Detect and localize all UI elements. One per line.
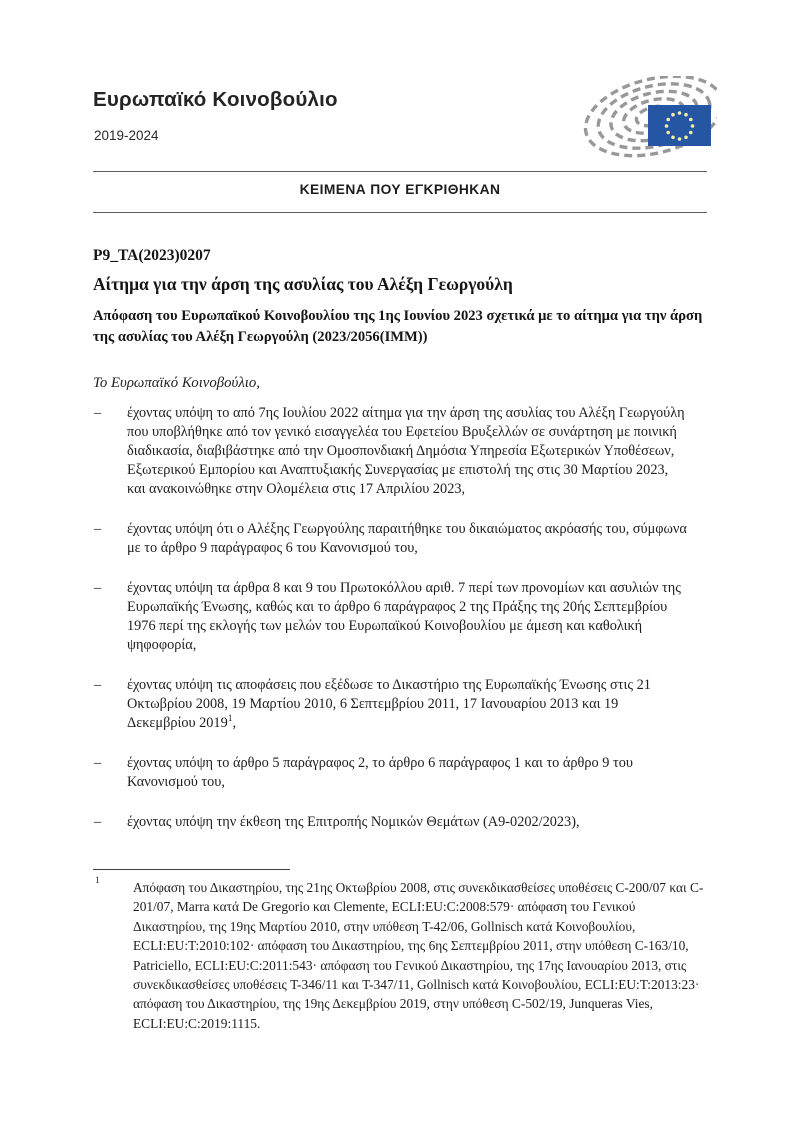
citation-dash: – (94, 580, 102, 596)
header-rule-bottom (93, 212, 707, 213)
citation-item (93, 579, 707, 655)
preamble: Το Ευρωπαϊκό Κοινοβούλιο, (93, 375, 260, 391)
document-subtitle: Απόφαση του Ευρωπαϊκού Κοινοβουλίου της 1ης Ιουνίου 2023 σχετικά με το αίτημα για την άρση της ασυλίας του Αλέξη Γεωργούλη (2023/2056(IMM)) (93, 308, 703, 345)
citation-dash: – (94, 755, 102, 771)
adopted-texts-banner: ΚΕΙΜΕΝΑ ΠΟΥ ΕΓΚΡΙΘΗΚΑΝ (299, 182, 501, 197)
citation-text: έχοντας υπόψη την έκθεση της Επιτροπής Νομικών Θεμάτων (A9-0202/2023), (127, 814, 580, 830)
citation-text: έχοντας υπόψη τα άρθρα 8 και 9 του Πρωτοκόλλου αριθ. 7 περί των προνομίων και ασυλιών της Ευρωπαϊκής Ένωσης, καθώς και το άρθρο 6 παράγραφος 2 της Πράξης της 20ής Σεπτεμβρίου 1976 περί της εκλογής των μελών του Ευρωπαϊκού Κοινοβουλίου με άμεση και καθολική ψηφοφορία, (127, 580, 681, 653)
header-rule-top (93, 171, 707, 172)
document-reference: P9_TA(2023)0207 (93, 247, 211, 264)
citation-dash: – (94, 677, 102, 693)
citation-item (93, 676, 707, 733)
citation-dash: – (94, 521, 102, 537)
citation-item (93, 404, 707, 499)
hemicycle-flag-graphic (581, 76, 717, 168)
citation-dash: – (94, 405, 102, 421)
citation-dash: – (94, 814, 102, 830)
document-title: Αίτημα για την άρση της ασυλίας του Αλέξη Γεωργούλη (93, 274, 513, 294)
footnote-marker: 1 (95, 876, 100, 886)
citation-after: , (232, 715, 237, 731)
citation-text: έχοντας υπόψη τις αποφάσεις που εξέδωσε το Δικαστήριο της Ευρωπαϊκής Ένωσης στις 21 Οκτωβρίου 2008, 19 Μαρτίου 2010, 6 Σεπτεμβρίου 2011, 17 Ιανουαρίου 2013 και 19 Δεκεμβρίου 2019 (127, 677, 651, 731)
citation-item (93, 520, 707, 558)
footnote-ref: 1 (227, 714, 233, 725)
citation-text: έχοντας υπόψη το από 7ης Ιουλίου 2022 αίτημα για την άρση της ασυλίας του Αλέξη Γεωργούλη που υποβλήθηκε από τον γενικό εισαγγελέα του Εφετείου Βρυξελλών σε συνάρτηση με ποινική διαδικασία, διαβιβάστηκε από την Ομοσπονδιακή Δημόσια Υπηρεσία Εξωτερικών Υποθέσεων, Εξωτερικού Εμπορίου και Αναπτυξιακής Συνεργασίας με επιστολή της στις 30 Μαρτίου 2023, και ανακοινώθηκε στην Ολομέλεια στις 17 Απριλίου 2023, (127, 405, 685, 497)
citation-text: έχοντας υπόψη ότι ο Αλέξης Γεωργούλης παραιτήθηκε του δικαιώματος ακρόασής του, σύμφωνα με το άρθρο 9 παράγραφος 6 του Κανονισμού του, (127, 521, 687, 556)
institution-name: Ευρωπαϊκό Κοινοβούλιο (93, 88, 338, 111)
citations-list (93, 404, 707, 853)
citation-text: έχοντας υπόψη το άρθρο 5 παράγραφος 2, το άρθρο 6 παράγραφος 1 και το άρθρο 9 του Κανονισμού του, (127, 755, 633, 790)
footnote-separator (93, 869, 290, 870)
citation-item (93, 754, 707, 792)
footnote-text: Απόφαση του Δικαστηρίου, της 21ης Οκτωβρίου 2008, στις συνεκδικασθείσες υποθέσεις C-200/07 και C-201/07, Marra κατά De Gregorio και Clemente, ECLI:EU:C:2008:579· απόφαση του Γενικού Δικαστηρίου, της 19ης Μαρτίου 2010, στην υπόθεση T-42/06, Gollnisch κατά Κοινοβουλίου, ECLI:EU:T:2010:102· απόφαση του Δικαστηρίου, της 6ης Σεπτεμβρίου 2011, στην υπόθεση C-163/10, Patriciello, ECLI:EU:C:2011:543· απόφαση του Γενικού Δικαστηρίου, της 17ης Ιανουαρίου 2013, στις συνεκδικασθείσες υποθέσεις T-346/11 και T-347/11, Gollnisch κατά Κοινοβουλίου, ECLI:EU:T:2013:23· απόφαση του Δικαστηρίου, της 19ης Δεκεμβρίου 2019, στην υπόθεση C-502/19, Junqueras Vies, ECLI:EU:C:2019:1115. (133, 880, 704, 1031)
parliament-term: 2019-2024 (94, 128, 159, 143)
citation-item (93, 813, 707, 832)
european-parliament-logo (581, 76, 717, 173)
